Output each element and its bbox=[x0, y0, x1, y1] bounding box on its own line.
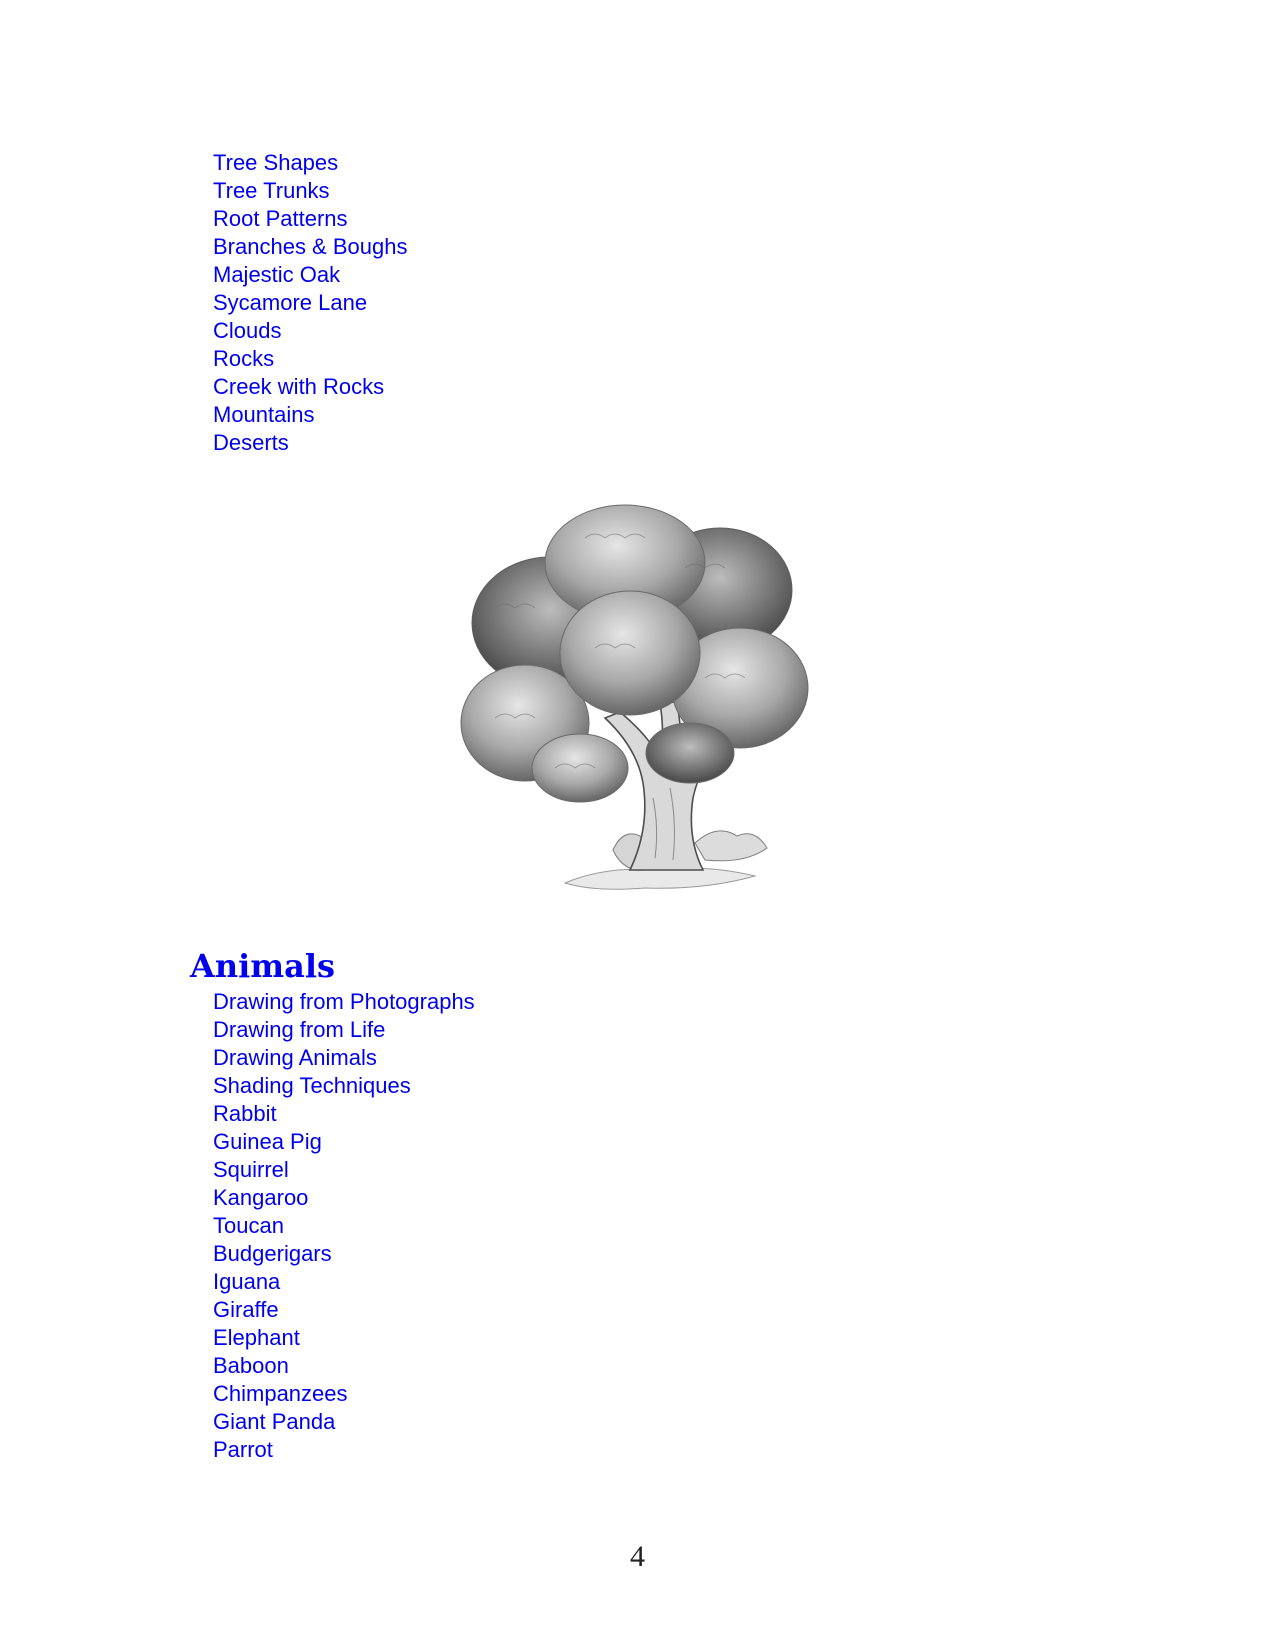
toc-link-sycamore-lane[interactable]: Sycamore Lane bbox=[213, 290, 368, 315]
toc-link-drawing-from-life[interactable]: Drawing from Life bbox=[213, 1017, 386, 1042]
toc-link-deserts[interactable]: Deserts bbox=[213, 430, 289, 455]
toc-link-drawing-from-photographs[interactable]: Drawing from Photographs bbox=[213, 989, 475, 1014]
tree-illustration bbox=[455, 498, 815, 908]
animals-toc-list bbox=[213, 988, 475, 1464]
toc-link-toucan[interactable]: Toucan bbox=[213, 1213, 284, 1238]
toc-link-root-patterns[interactable]: Root Patterns bbox=[213, 206, 348, 231]
page-number: 4 bbox=[630, 1540, 645, 1573]
toc-link-creek-with-rocks[interactable]: Creek with Rocks bbox=[213, 374, 385, 399]
toc-link-tree-trunks[interactable]: Tree Trunks bbox=[213, 178, 330, 203]
toc-link-giraffe[interactable]: Giraffe bbox=[213, 1297, 279, 1322]
landscape-toc-list bbox=[213, 149, 407, 457]
toc-link-shading-techniques[interactable]: Shading Techniques bbox=[213, 1073, 411, 1098]
toc-link-chimpanzees[interactable]: Chimpanzees bbox=[213, 1381, 348, 1406]
toc-link-rocks[interactable]: Rocks bbox=[213, 346, 275, 371]
toc-link-budgerigars[interactable]: Budgerigars bbox=[213, 1241, 332, 1266]
toc-link-mountains[interactable]: Mountains bbox=[213, 402, 315, 427]
toc-link-kangaroo[interactable]: Kangaroo bbox=[213, 1185, 309, 1210]
toc-link-iguana[interactable]: Iguana bbox=[213, 1269, 281, 1294]
toc-link-tree-shapes[interactable]: Tree Shapes bbox=[213, 150, 339, 175]
toc-link-rabbit[interactable]: Rabbit bbox=[213, 1101, 277, 1126]
toc-link-branches-boughs[interactable]: Branches & Boughs bbox=[213, 234, 408, 259]
animals-section-heading[interactable]: Animals bbox=[190, 947, 336, 985]
toc-link-baboon[interactable]: Baboon bbox=[213, 1353, 289, 1378]
toc-link-giant-panda[interactable]: Giant Panda bbox=[213, 1409, 336, 1434]
toc-link-parrot[interactable]: Parrot bbox=[213, 1437, 273, 1462]
toc-link-majestic-oak[interactable]: Majestic Oak bbox=[213, 262, 341, 287]
toc-link-guinea-pig[interactable]: Guinea Pig bbox=[213, 1129, 322, 1154]
toc-link-drawing-animals[interactable]: Drawing Animals bbox=[213, 1045, 377, 1070]
toc-link-squirrel[interactable]: Squirrel bbox=[213, 1157, 289, 1182]
toc-link-clouds[interactable]: Clouds bbox=[213, 318, 282, 343]
toc-link-elephant[interactable]: Elephant bbox=[213, 1325, 300, 1350]
